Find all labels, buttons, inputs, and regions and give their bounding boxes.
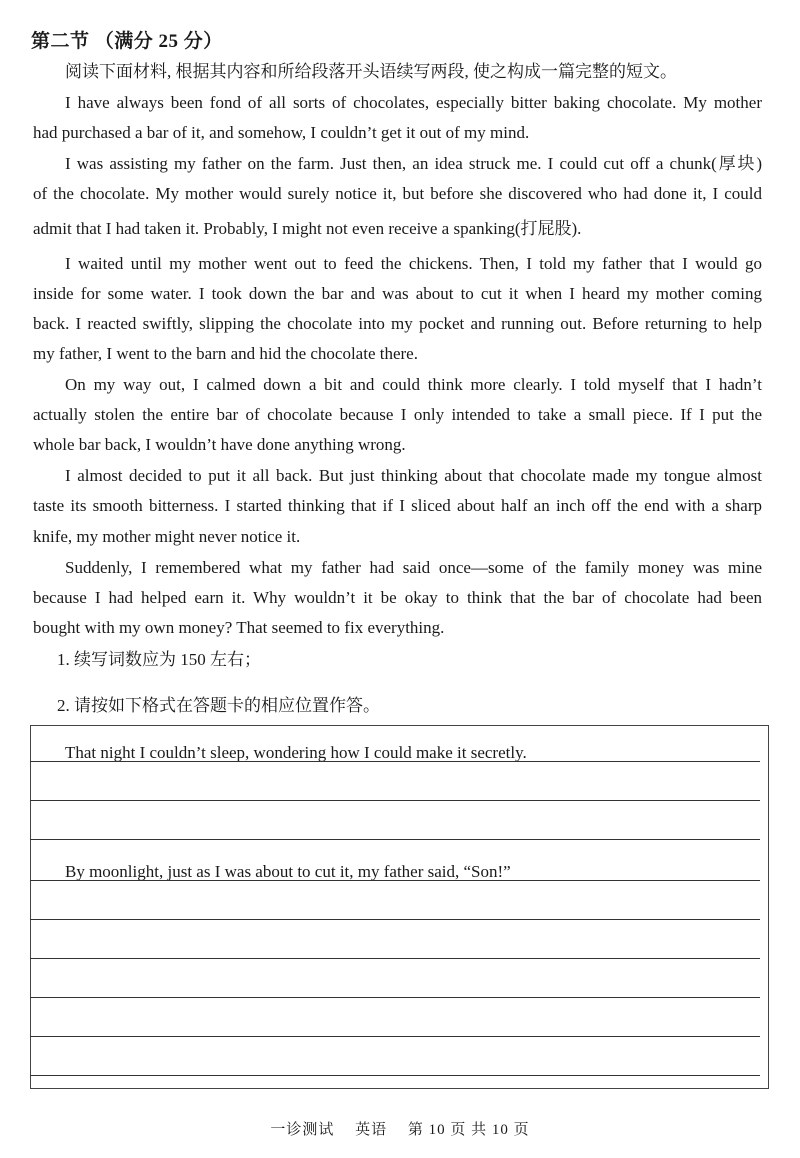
- passage-line: taste its smooth bitterness. I started thinking that if I sliced about half an inch off the end with a sharp: [33, 496, 762, 515]
- section-heading: 第二节 （满分 25 分）: [31, 31, 223, 52]
- passage-line: admit that I had taken it. Probably, I might not even receive a spanking(打屁股).: [33, 219, 582, 238]
- instruction: 阅读下面材料, 根据其内容和所给段落开头语续写两段, 使之构成一篇完整的短文。: [65, 62, 677, 81]
- exam-name: 一诊测试: [270, 1122, 335, 1138]
- starter-sentence-2: By moonlight, just as I was about to cut it, my father said, “Son!”: [65, 862, 511, 881]
- writing-line: [30, 839, 760, 840]
- requirement-1: 1. 续写词数应为 150 左右；: [57, 650, 261, 669]
- passage-line: I have always been fond of all sorts of chocolates, especially bitter baking chocolate. My mother: [65, 93, 762, 112]
- page-footer: [0, 1118, 800, 1139]
- writing-line: [30, 880, 760, 881]
- writing-line: [30, 958, 760, 959]
- passage-line: actually stolen the entire bar of chocolate because I only intended to take a small piece. If I put the: [33, 405, 762, 424]
- writing-line: [30, 1036, 760, 1037]
- writing-line: [30, 1075, 760, 1076]
- writing-line: [30, 997, 760, 998]
- passage-line: my father, I went to the barn and hid the chocolate there.: [33, 344, 418, 363]
- subject: 英语: [355, 1122, 388, 1138]
- writing-line: [30, 800, 760, 801]
- passage-line: whole bar back, I wouldn’t have done anything wrong.: [33, 435, 406, 454]
- passage-line: Suddenly, I remembered what my father had said once—some of the family money was mine: [65, 558, 762, 577]
- passage-line: had purchased a bar of it, and somehow, I couldn’t get it out of my mind.: [33, 123, 530, 142]
- passage-line: On my way out, I calmed down a bit and could think more clearly. I told myself that I hadn’t: [65, 375, 762, 394]
- passage-line: back. I reacted swiftly, slipping the chocolate into my pocket and running out. Before returning to help: [33, 314, 762, 333]
- passage-line: I waited until my mother went out to feed the chickens. Then, I told my father that I would go: [65, 254, 762, 273]
- page-number: 第 10 页 共 10 页: [407, 1122, 530, 1138]
- writing-line: [30, 919, 760, 920]
- answer-box: [30, 725, 769, 1089]
- passage-line: because I had helped earn it. Why wouldn’t it be okay to think that the bar of chocolate had been: [33, 588, 762, 607]
- passage-line: knife, my mother might never notice it.: [33, 527, 301, 546]
- passage-line: I almost decided to put it all back. But just thinking about that chocolate made my tongue almost: [65, 466, 762, 485]
- starter-sentence-1: That night I couldn’t sleep, wondering how I could make it secretly.: [65, 743, 527, 762]
- passage-line: bought with my own money? That seemed to fix everything.: [33, 618, 445, 637]
- writing-line: [30, 761, 760, 762]
- passage-line: I was assisting my father on the farm. Just then, an idea struck me. I could cut off a chunk(厚块): [65, 154, 762, 173]
- requirement-2: 2. 请按如下格式在答题卡的相应位置作答。: [57, 696, 380, 715]
- passage-line: inside for some water. I took down the bar and was about to cut it when I heard my mother coming: [33, 284, 762, 303]
- passage-line: of the chocolate. My mother would surely notice it, but before she discovered who had done it, I could: [33, 184, 762, 203]
